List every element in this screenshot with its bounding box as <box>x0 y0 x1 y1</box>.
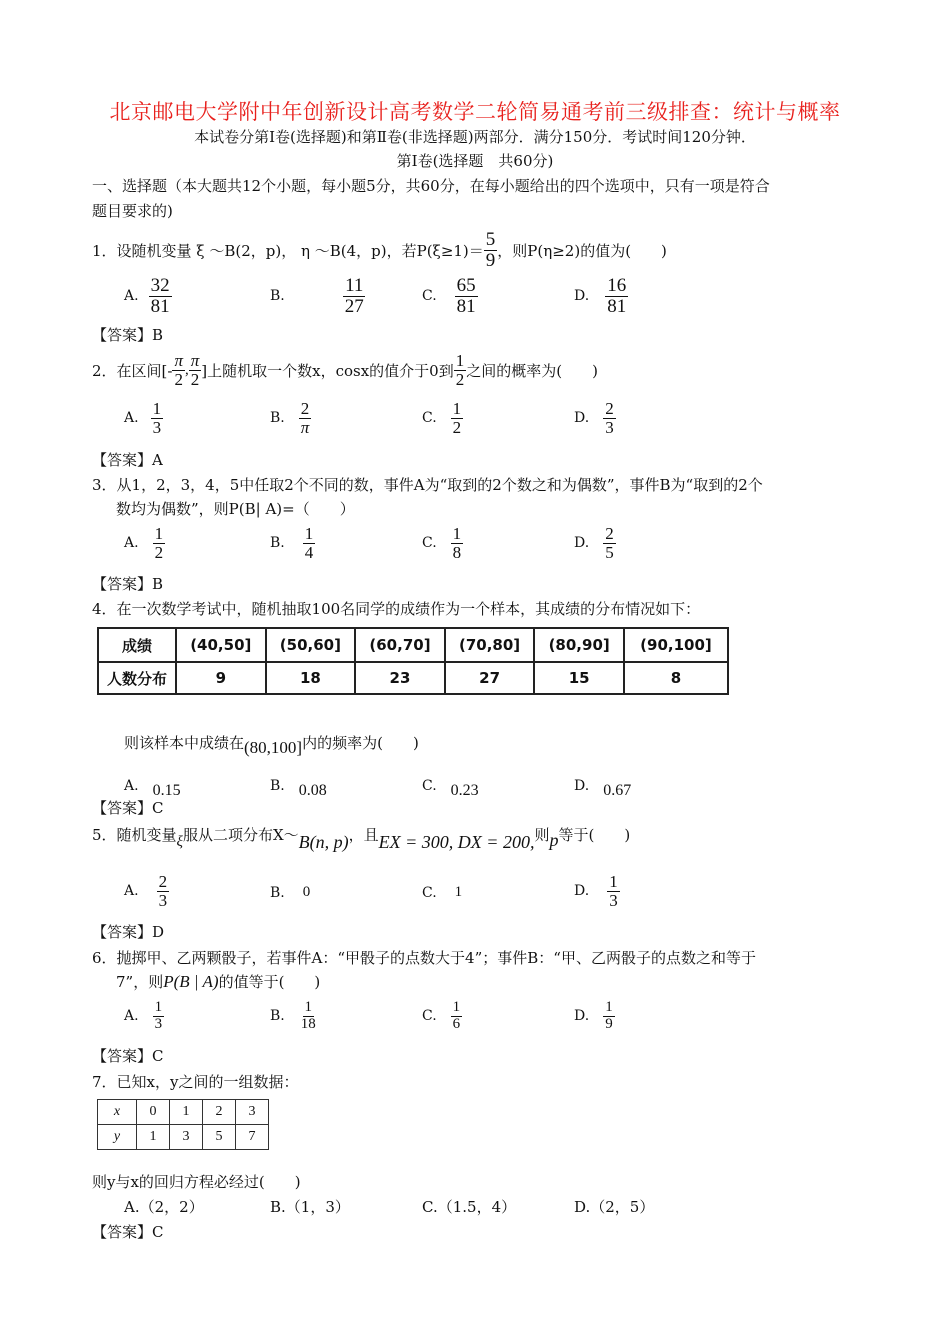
q4-option-c <box>422 772 479 800</box>
q1-option-a <box>124 276 172 317</box>
q4-option-a-label: A. <box>124 778 139 794</box>
q6-answer-value: C <box>152 1047 164 1065</box>
q1-stem-frac-denominator: 9 <box>485 249 496 271</box>
q4-table-data-cell: 27 <box>445 662 535 694</box>
q6-option-a-den: 3 <box>154 1015 163 1032</box>
q2-stem-frac-den: 2 <box>455 369 465 389</box>
q4-table-header-cell: 成绩 <box>98 628 176 662</box>
q3-answer-label: 【答案】 <box>92 575 153 593</box>
q3-option-c-fraction <box>451 525 464 562</box>
q3-option-d-label: D. <box>574 535 590 552</box>
q2-stem-mid: ]上随机取一个数x，cosx的值介于0到 <box>201 361 454 380</box>
q2-interval-b-fraction <box>189 352 202 389</box>
q3-option-b-fraction <box>303 525 316 562</box>
q2-option-d-label: D. <box>574 410 590 427</box>
question-2-stem: 2．在区间[- $\frac{\pi}{2}$ , $\frac{\pi}{2}$ ]上随机取一个数x，cosx的值介于0到 $\frac{1}{2}$ 之间的概率为( ) <box>92 351 598 389</box>
q5-option-b-label: B. <box>270 884 285 901</box>
q3-option-d-fraction <box>603 525 616 562</box>
q4-option-c-value: 0.23 <box>450 782 479 799</box>
q5-stem-p: p <box>549 830 559 850</box>
q5-option-d-label: D. <box>574 883 590 900</box>
q5-option-b-value: 0 <box>302 884 311 900</box>
section-instruction-line2: 题目要求的) <box>92 202 173 220</box>
q2-answer-value: A <box>152 451 163 469</box>
q1-option-b-label: B. <box>270 288 285 305</box>
q6-option-a <box>124 1000 164 1033</box>
q7-answer-value: C <box>152 1223 164 1241</box>
q7-option-d-label: D. <box>574 1198 591 1216</box>
q4-question-pre: 则该样本中成绩在 <box>124 734 245 752</box>
q6-option-d-den: 9 <box>605 1015 613 1032</box>
q1-option-a-fraction <box>149 276 172 317</box>
q7-option-a-value: （2，2） <box>139 1198 204 1216</box>
q5-option-d-fraction <box>607 873 620 910</box>
q7-option-b <box>270 1197 350 1217</box>
q2-option-b-den: π <box>300 417 310 437</box>
q7-table-y-cell: 5 <box>203 1125 236 1150</box>
q2-option-a <box>124 400 163 437</box>
q5-answer-label: 【答案】 <box>92 923 153 941</box>
q7-stem-line1: 7．已知x，y之间的一组数据： <box>92 1073 299 1091</box>
q2-interval-a-fraction <box>172 352 185 389</box>
q4-answer-value: C <box>152 799 164 817</box>
q3-option-c <box>422 525 463 562</box>
q3-option-b <box>270 525 315 562</box>
q4-table-header-cell: (60,70] <box>355 628 445 662</box>
q5-stem-mid2: ，且 <box>348 826 379 844</box>
q2-option-d-den: 3 <box>605 417 614 437</box>
q7-table-row-y <box>98 1125 269 1150</box>
q2-interval-a-num: π <box>174 351 183 370</box>
q7-option-a <box>124 1197 204 1217</box>
q7-answer <box>92 1222 164 1242</box>
q3-option-a-label: A. <box>124 535 139 552</box>
q2-option-c-den: 2 <box>452 417 462 437</box>
q2-option-b <box>270 400 311 437</box>
q2-answer-label: 【答案】 <box>92 451 153 469</box>
q4-table-header-cell: (90,100] <box>624 628 728 662</box>
q4-option-b <box>270 772 327 800</box>
q1-option-b-num: 11 <box>345 275 364 296</box>
q1-option-a-num: 32 <box>150 275 170 296</box>
q4-table-data-cell: 8 <box>624 662 728 694</box>
q5-option-d-den: 3 <box>609 890 618 910</box>
q2-answer <box>92 450 163 470</box>
q7-table-x-cell: 2 <box>203 1100 236 1125</box>
q4-table-header-cell: (70,80] <box>445 628 535 662</box>
q6-answer <box>92 1046 164 1066</box>
q5-option-b <box>270 884 310 901</box>
q3-option-c-label: C. <box>422 535 437 552</box>
q4-table-header-row <box>98 628 728 662</box>
q5-stem <box>92 824 630 853</box>
q3-option-b-den: 4 <box>304 542 314 562</box>
q2-option-a-den: 3 <box>152 417 162 437</box>
q7-option-a-label: A. <box>124 1198 140 1216</box>
q5-option-c-label: C. <box>422 884 437 901</box>
q7-option-d <box>574 1197 654 1217</box>
q4-score-table <box>97 627 729 695</box>
q1-option-d-fraction <box>605 276 628 317</box>
q2-option-d-fraction <box>603 400 616 437</box>
q2-option-a-fraction <box>151 400 164 437</box>
q1-stem-fraction <box>484 230 498 271</box>
q3-option-a <box>124 525 165 562</box>
q3-option-d-num: 2 <box>605 524 614 543</box>
q4-question-interval: (80,100] <box>244 738 303 757</box>
q3-option-c-num: 1 <box>452 524 462 543</box>
q5-option-c-value: 1 <box>454 884 463 900</box>
q7-data-table <box>97 1099 269 1150</box>
q5-option-c <box>422 884 462 901</box>
q6-option-a-fraction <box>153 1000 165 1033</box>
q4-option-c-label: C. <box>422 778 437 794</box>
q1-option-c <box>422 276 478 317</box>
q7-table-x-cell: 0 <box>137 1100 170 1125</box>
q3-option-d <box>574 525 616 562</box>
q4-option-b-label: B. <box>270 778 285 794</box>
q1-answer <box>92 325 163 345</box>
q5-option-a-den: 3 <box>158 890 168 910</box>
q2-option-c-label: C. <box>422 410 437 427</box>
q6-option-d <box>574 1000 615 1033</box>
q5-stem-dist: B(n, p) <box>298 832 349 852</box>
q2-option-b-num: 2 <box>300 399 310 418</box>
q1-option-d-num: 16 <box>607 275 627 296</box>
q5-option-a <box>124 873 169 910</box>
q1-option-c-den: 81 <box>456 295 476 317</box>
q2-stem-post: 之间的概率为( ) <box>466 361 598 380</box>
q4-question-line <box>124 728 419 758</box>
q1-option-d-label: D. <box>574 288 590 305</box>
document-title: 北京邮电大学附中年创新设计高考数学二轮简易通考前三级排查：统计与概率 <box>109 100 841 124</box>
q4-table-header-cell: (80,90] <box>534 628 624 662</box>
q1-option-b-den: 27 <box>344 295 364 317</box>
q4-option-d <box>574 772 631 800</box>
q4-option-a <box>124 772 181 800</box>
q4-table-header-cell: (40,50] <box>176 628 266 662</box>
q2-stem-fraction <box>454 352 467 389</box>
q4-table-data-cell: 9 <box>176 662 266 694</box>
q6-option-d-label: D. <box>574 1008 590 1025</box>
q3-option-d-den: 5 <box>605 542 614 562</box>
q5-stem-mid3: 则 <box>534 826 550 844</box>
q1-option-c-label: C. <box>422 288 437 305</box>
q7-table-y-cell: 1 <box>137 1125 170 1150</box>
q1-stem-frac-numerator: 5 <box>485 229 496 250</box>
q2-option-c <box>422 400 463 437</box>
q5-option-d <box>574 873 620 910</box>
q3-option-b-label: B. <box>270 535 285 552</box>
q7-table-y-cell: 7 <box>236 1125 269 1150</box>
q1-option-c-num: 65 <box>456 275 476 296</box>
q7-option-b-label: B. <box>270 1198 286 1216</box>
q6-option-a-num: 1 <box>154 999 163 1015</box>
q7-stem-line2: 则y与x的回归方程必经过( ) <box>92 1173 301 1191</box>
q1-option-a-den: 81 <box>150 295 170 317</box>
q7-table-y-cell: 3 <box>170 1125 203 1150</box>
q6-option-b-fraction <box>299 1000 318 1033</box>
q5-stem-post: 等于( ) <box>558 826 631 844</box>
q2-interval-a-den: 2 <box>174 369 183 389</box>
q2-option-d <box>574 400 616 437</box>
q2-option-d-num: 2 <box>605 399 614 418</box>
q6-option-d-fraction <box>603 1000 615 1033</box>
q2-stem-pre: 2．在区间[- <box>92 361 173 380</box>
part-heading: 第Ⅰ卷(选择题 共60分) <box>396 152 554 170</box>
q6-option-a-label: A. <box>124 1008 139 1025</box>
q7-option-c-label: C. <box>422 1198 438 1216</box>
q3-answer-value: B <box>152 575 164 593</box>
q4-question-post: 内的频率为( ) <box>302 734 419 752</box>
q3-option-a-fraction <box>153 525 166 562</box>
q1-stem-pre: 1．设随机变量 ξ ～B(2，p)， η ～B(4，p)，若P(ξ≥1)＝ <box>92 241 484 260</box>
q2-interval-b-num: π <box>190 351 200 370</box>
q4-table-data-cell: 15 <box>534 662 624 694</box>
q5-option-a-label: A. <box>124 883 139 900</box>
q5-answer-value: D <box>152 923 165 941</box>
q6-stem-line2-pre: 7”，则 <box>116 973 164 991</box>
q6-option-c-fraction <box>451 1000 463 1033</box>
q6-option-c <box>422 1000 462 1033</box>
q7-table-row-x <box>98 1100 269 1125</box>
q3-option-a-den: 2 <box>154 542 164 562</box>
q4-table-header-cell: (50,60] <box>266 628 356 662</box>
q2-option-b-fraction <box>299 400 312 437</box>
q7-option-c <box>422 1197 516 1217</box>
q7-option-b-value: （1，3） <box>285 1198 350 1216</box>
q2-option-a-label: A. <box>124 410 139 427</box>
q5-answer <box>92 922 164 942</box>
q6-option-c-num: 1 <box>452 999 461 1015</box>
q5-stem-cond: EX = 300, DX = 200, <box>378 832 535 852</box>
q5-stem-mid1: 服从二项分布X～ <box>182 826 299 844</box>
intro-text: 本试卷分第Ⅰ卷(选择题)和第Ⅱ卷(非选择题)两部分．满分150分．考试时间120分钟． <box>194 128 756 146</box>
q7-table-x-cell: 3 <box>236 1100 269 1125</box>
q1-option-d-den: 81 <box>607 295 627 317</box>
q2-option-c-fraction <box>451 400 464 437</box>
q7-answer-label: 【答案】 <box>92 1223 153 1241</box>
q4-table-data-cell: 23 <box>355 662 445 694</box>
q7-option-c-value: （1.5，4） <box>437 1198 517 1216</box>
q4-stem-line1: 4．在一次数学考试中，随机抽取100名同学的成绩作为一个样本，其成绩的分布情况如下： <box>92 600 701 618</box>
q5-stem-pre: 5．随机变量 <box>92 826 177 844</box>
q2-stem-frac-num: 1 <box>455 351 465 370</box>
q4-option-d-value: 0.67 <box>603 782 632 799</box>
q6-option-c-label: C. <box>422 1008 437 1025</box>
q3-answer <box>92 574 163 594</box>
q6-option-d-num: 1 <box>605 999 613 1015</box>
q7-option-d-value: （2，5） <box>590 1198 655 1216</box>
section-instruction-line1: 一、选择题（本大题共12个小题，每小题5分，共60分，在每小题给出的四个选项中，只有一项是符合 <box>92 177 770 195</box>
q3-option-c-den: 8 <box>452 542 462 562</box>
q7-table-y-label: y <box>98 1125 137 1150</box>
q4-option-d-label: D. <box>574 778 590 794</box>
q1-option-b <box>270 276 366 317</box>
q7-table-x-label: x <box>98 1100 137 1125</box>
q4-table-data-cell: 人数分布 <box>98 662 176 694</box>
q1-option-c-fraction <box>455 276 478 317</box>
q6-stem-line1: 6．抛掷甲、乙两颗骰子，若事件A：“甲骰子的点数大于4”；事件B：“甲、乙两骰子的点数之和等于 <box>92 949 756 967</box>
q4-table-data-cell: 18 <box>266 662 356 694</box>
q6-option-b-label: B. <box>270 1008 285 1025</box>
q4-option-a-value: 0.15 <box>152 782 181 799</box>
q1-stem-post: ，则P(η≥2)的值为( ) <box>497 241 667 260</box>
q6-stem-line2-post: 的值等于( ) <box>218 973 321 991</box>
q6-answer-label: 【答案】 <box>92 1047 153 1065</box>
q1-option-b-fraction <box>343 276 366 317</box>
q3-option-b-num: 1 <box>304 524 314 543</box>
q1-answer-label: 【答案】 <box>92 326 153 344</box>
q2-option-b-label: B. <box>270 410 285 427</box>
q5-stem-xi: ξ <box>176 834 183 850</box>
q1-option-a-label: A. <box>124 288 139 305</box>
q3-stem-line2: 数均为偶数”，则P(B| A)=（ ） <box>116 500 355 518</box>
q6-option-b-den: 18 <box>300 1015 316 1032</box>
q1-answer-value: B <box>152 326 164 344</box>
q5-option-d-num: 1 <box>609 872 618 891</box>
question-1-stem <box>92 230 667 271</box>
q2-interval-b-den: 2 <box>190 369 200 389</box>
q6-option-b <box>270 1000 318 1033</box>
q6-stem-line2 <box>116 972 320 992</box>
q2-option-a-num: 1 <box>152 399 162 418</box>
q3-stem-line1: 3．从1，2，3，4，5中任取2个不同的数，事件A为“取到的2个数之和为偶数”，事件B为“取到的2个 <box>92 476 763 494</box>
q6-stem-line2-math: P(B | A) <box>163 972 219 991</box>
q6-option-b-num: 1 <box>304 999 312 1015</box>
q3-option-a-num: 1 <box>154 524 164 543</box>
q4-answer-label: 【答案】 <box>92 799 153 817</box>
q4-option-b-value: 0.08 <box>298 782 327 799</box>
q5-option-a-num: 2 <box>158 872 168 891</box>
q4-answer <box>92 798 164 818</box>
q2-option-c-num: 1 <box>452 399 462 418</box>
q5-option-a-fraction <box>157 873 170 910</box>
q1-option-d <box>574 276 628 317</box>
q7-table-x-cell: 1 <box>170 1100 203 1125</box>
q4-table-data-row <box>98 662 728 694</box>
q6-option-c-den: 6 <box>452 1015 461 1032</box>
